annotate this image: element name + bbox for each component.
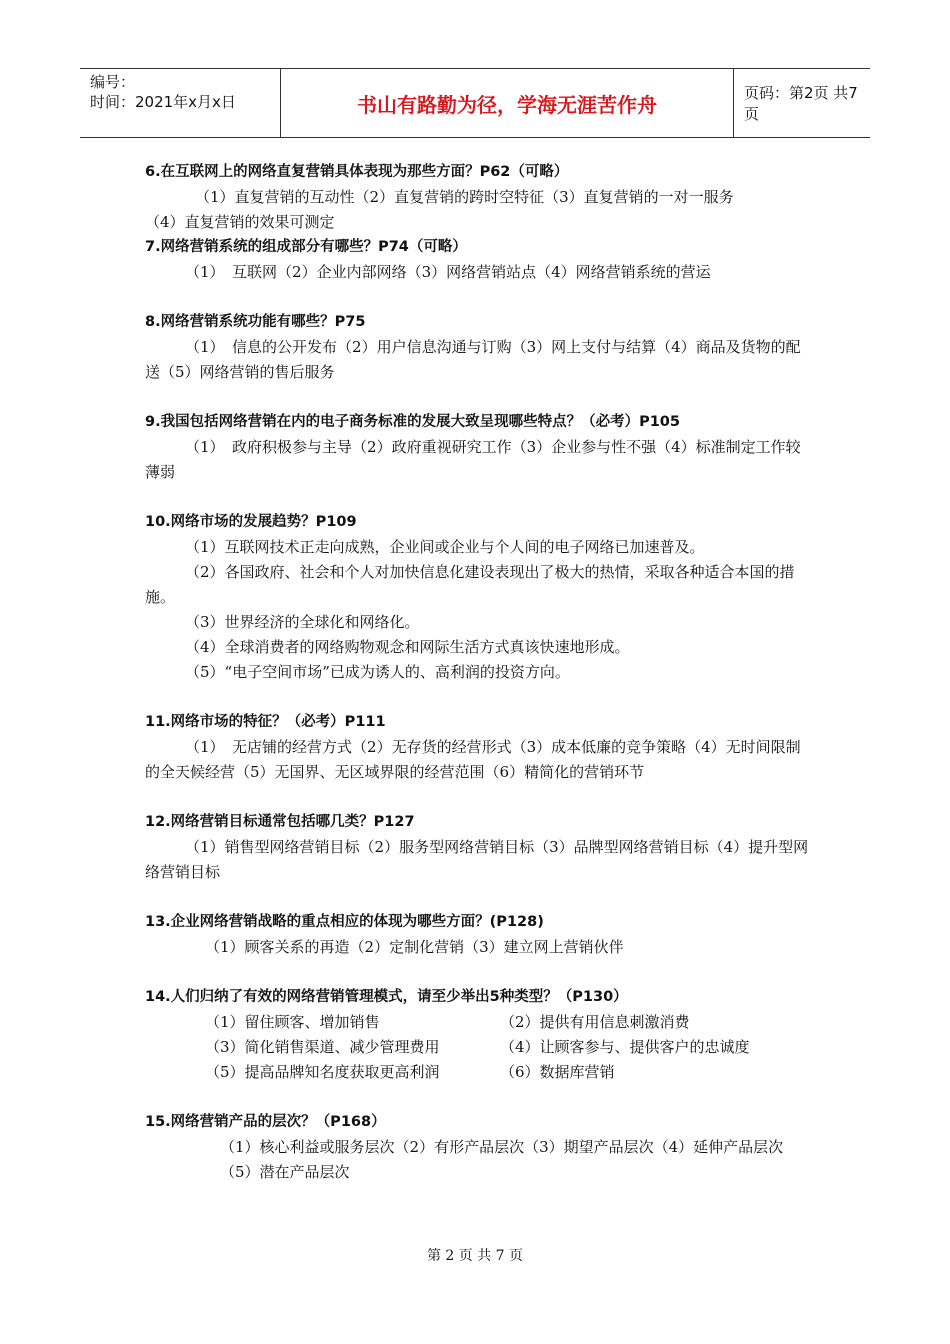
question-9: 9.我国包括网络营销在内的电子商务标准的发展大致呈现哪些特点？（必考）P105 [145, 414, 680, 430]
answer-15-line-2: （5）潜在产品层次 [220, 1163, 350, 1181]
page-header [80, 68, 870, 138]
answer-14-item: （5）提高品牌知名度获取更高利润 [205, 1063, 440, 1081]
answer-10-line-2: （2）各国政府、社会和个人对加快信息化建设表现出了极大的热情，采取各种适合本国的措施。 [145, 563, 795, 606]
answer-10-line-3: （3）世界经济的全球化和网络化。 [185, 613, 420, 631]
answer-6-line-2: （4）直复营销的效果可测定 [145, 213, 335, 231]
answer-11: （1） 无店铺的经营方式（2）无存货的经营形式（3）成本低廉的竞争策略（4）无时间限制的全天候经营（5）无国界、无区域界限的经营范围（6）精简化的营销环节 [145, 738, 801, 781]
question-7: 7.网络营销系统的组成部分有哪些？P74（可略） [145, 239, 467, 255]
answer-13: （1）顾客关系的再造（2）定制化营销（3）建立网上营销伙伴 [205, 938, 624, 956]
question-10: 10.网络市场的发展趋势？P109 [145, 514, 357, 530]
question-13: 13.企业网络营销战略的重点相应的体现为哪些方面？(P128) [145, 914, 544, 930]
answer-14-grid [145, 1010, 810, 1085]
answer-14-item: （6）数据库营销 [500, 1063, 615, 1081]
page-label: 页码：第2页 共7页 [744, 84, 858, 123]
question-6: 6.在互联网上的网络直复营销具体表现为那些方面？P62（可略） [145, 164, 569, 180]
date-label: 时间：2021年x月x日 [90, 93, 236, 111]
answer-10-line-5: （5）“电子空间市场”已成为诱人的、高利润的投资方向。 [185, 663, 570, 681]
answer-14-item: （3）简化销售渠道、减少管理费用 [205, 1038, 440, 1056]
question-14: 14.人们归纳了有效的网络营销管理模式，请至少举出5种类型？（P130） [145, 989, 628, 1005]
header-meta [80, 69, 280, 137]
answer-7: （1） 互联网（2）企业内部网络（3）网络营销站点（4）网络营销系统的营运 [185, 263, 711, 281]
answer-10-line-1: （1）互联网技术正走向成熟，企业间或企业与个人间的电子网络已加速普及。 [185, 538, 705, 556]
answer-12: （1）销售型网络营销目标（2）服务型网络营销目标（3）品牌型网络营销目标（4）提升型网络营销目标 [145, 838, 809, 881]
question-11: 11.网络市场的特征？（必考）P111 [145, 714, 386, 730]
answer-15-line-1: （1）核心利益或服务层次（2）有形产品层次（3）期望产品层次（4）延伸产品层次 [220, 1138, 784, 1156]
answer-14-item: （1）留住顾客、增加销售 [205, 1013, 380, 1031]
answer-14-item: （4）让顾客参与、提供客户的忠诚度 [500, 1038, 750, 1056]
question-12: 12.网络营销目标通常包括哪几类？P127 [145, 814, 415, 830]
answer-8: （1） 信息的公开发布（2）用户信息沟通与订购（3）网上支付与结算（4）商品及货物的配送（5）网络营销的售后服务 [145, 338, 801, 381]
page-footer: 第 2 页 共 7 页 [426, 1248, 524, 1264]
answer-9: （1） 政府积极参与主导（2）政府重视研究工作（3）企业参与性不强（4）标准制定工作较薄弱 [145, 438, 801, 481]
answer-14-item: （2）提供有用信息刺激消费 [500, 1013, 690, 1031]
answer-10-line-4: （4）全球消费者的网络购物观念和网际生活方式真该快速地形成。 [185, 638, 630, 656]
number-label: 编号： [90, 73, 136, 91]
question-15: 15.网络营销产品的层次？（P168） [145, 1114, 386, 1130]
document-body [145, 160, 810, 1185]
question-8: 8.网络营销系统功能有哪些？P75 [145, 314, 366, 330]
motto: 书山有路勤为径，学海无涯苦作舟 [280, 69, 734, 137]
answer-6-line-1: （1）直复营销的互动性（2）直复营销的跨时空特征（3）直复营销的一对一服务 [195, 188, 734, 206]
